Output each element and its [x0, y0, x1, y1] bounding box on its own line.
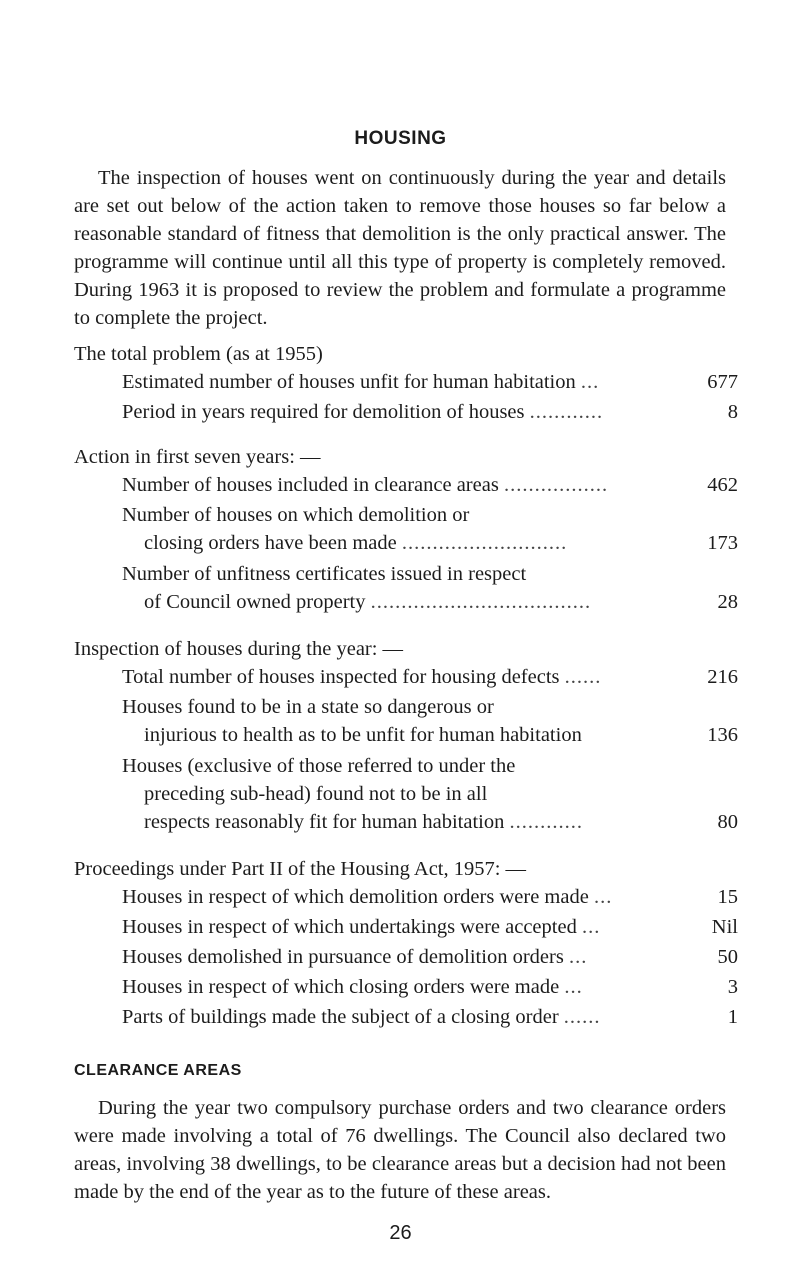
row-label: Period in years required for demolition of houses	[122, 401, 525, 423]
clearance-areas-heading: CLEARANCE AREAS	[74, 1062, 242, 1079]
row-value: Nil	[711, 916, 738, 938]
page-title: HOUSING	[354, 128, 447, 149]
leader-dots: ............	[529, 401, 604, 423]
row-label: Number of houses included in clearance areas	[122, 474, 499, 496]
row-label-continued: preceding sub-head) found not to be in all	[144, 783, 488, 805]
leader-dots: ......	[563, 1006, 601, 1028]
row-value: 28	[717, 591, 738, 613]
row-label: Parts of buildings made the subject of a closing order	[122, 1006, 559, 1028]
clearance-paragraph: During the year two compulsory purchase orders and two clearance orders were made involving a total of 76 dwellings. The Council also declared two areas, involving 38 dwellings, to be clearance areas but a decision had not been made by the end of the year as to the future of these areas.	[74, 1097, 726, 1203]
intro-paragraph: The inspection of houses went on continuously during the year and details are set out below of the action taken to remove those houses so far below a reasonable standard of fitness that demolition is the only practical answer. The programme will continue until all this type of property is completely removed. During 1963 it is proposed to review the problem and formulate a programme to complete the project.	[74, 167, 726, 329]
leader-dots: .................	[503, 474, 609, 496]
leader-dots: ....................................	[370, 591, 592, 613]
row-label-continued: of Council owned property	[144, 591, 366, 613]
row-value: 80	[717, 811, 738, 833]
row-label: Houses in respect of which closing orders were made	[122, 976, 560, 998]
row-label: Houses in respect of which undertakings were accepted	[122, 916, 577, 938]
leader-dots: ...	[581, 916, 601, 938]
section-heading-proceedings: Proceedings under Part II of the Housing Act, 1957: —	[74, 858, 527, 880]
row-value: 50	[717, 946, 738, 968]
row-label: Estimated number of houses unfit for human habitation	[122, 371, 576, 393]
row-value: 8	[727, 401, 738, 423]
row-value: 462	[707, 474, 738, 496]
row-label-continued: closing orders have been made	[144, 532, 397, 554]
table-row	[122, 663, 738, 691]
row-value: 173	[707, 532, 738, 554]
table-row	[122, 1003, 738, 1031]
table-row	[122, 752, 738, 836]
table-row	[122, 501, 738, 557]
leader-dots: ...........................	[401, 532, 568, 554]
row-label-continued: injurious to health as to be unfit for human habitation	[144, 724, 582, 746]
table-row	[122, 398, 738, 426]
row-label: Houses found to be in a state so dangerous or	[122, 696, 494, 718]
table-row	[122, 471, 738, 499]
row-label-continued: respects reasonably fit for human habitation	[144, 811, 505, 833]
row-label: Houses in respect of which demolition orders were made	[122, 886, 589, 908]
section-heading-inspection: Inspection of houses during the year: —	[74, 638, 404, 660]
row-label: Number of unfitness certificates issued in respect	[122, 563, 527, 585]
leader-dots: ......	[564, 666, 602, 688]
row-value: 677	[707, 371, 738, 393]
row-label: Total number of houses inspected for housing defects	[122, 666, 560, 688]
row-label: Number of houses on which demolition or	[122, 504, 470, 526]
row-label: Houses (exclusive of those referred to under the	[122, 755, 516, 777]
row-value: 136	[707, 724, 738, 746]
leader-dots: ...	[568, 946, 588, 968]
table-row	[122, 368, 738, 396]
page-number: 26	[389, 1222, 412, 1244]
section-heading-action: Action in first seven years: —	[74, 446, 321, 468]
leader-dots: ...	[593, 886, 613, 908]
table-row	[122, 943, 738, 971]
section-heading-total-problem: The total problem (as at 1955)	[74, 343, 323, 365]
leader-dots: ...	[580, 371, 600, 393]
leader-dots: ............	[509, 811, 583, 833]
table-row	[122, 560, 738, 616]
leader-dots: ...	[564, 976, 583, 998]
row-value: 3	[727, 976, 738, 998]
row-value: 15	[717, 886, 738, 908]
row-value: 216	[707, 666, 738, 688]
table-row	[122, 973, 738, 1001]
table-row	[122, 883, 738, 911]
row-value: 1	[727, 1006, 738, 1028]
table-row	[122, 693, 738, 749]
row-label: Houses demolished in pursuance of demolition orders	[122, 946, 564, 968]
table-row	[122, 913, 738, 941]
